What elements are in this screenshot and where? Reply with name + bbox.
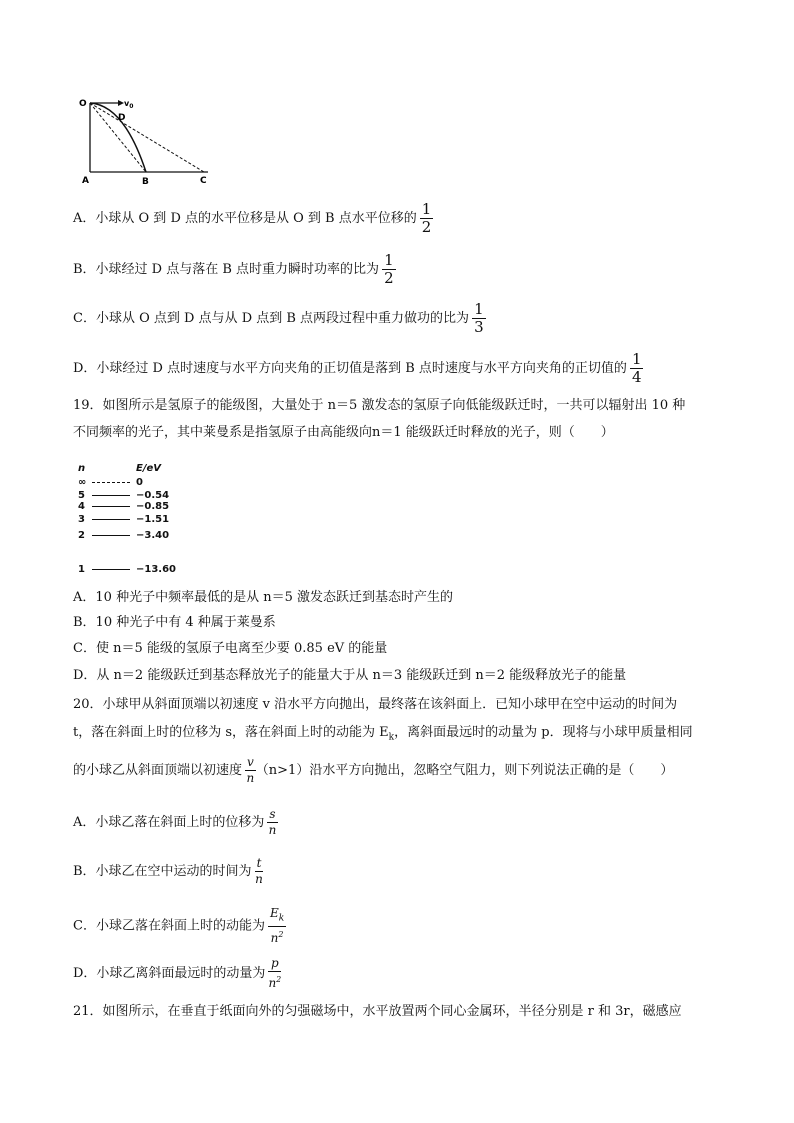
q19-stem-line1: 19．如图所示是氢原子的能级图，大量处于 n＝5 激发态的氢原子向低能级跃迁时，一共可以辐射出 10 种	[73, 398, 686, 413]
q20-option-b: B．小球乙在空中运动的时间为 $\frac{t}{n}$	[73, 856, 263, 886]
q20-stem-line2: t，落在斜面上时的位移为 s，落在斜面上时的动能为 $E_k$，离斜面最远时的动量为 p．现将与小球甲质量相同	[73, 725, 693, 743]
q18-option-b: B．小球经过 D 点与落在 B 点时重力瞬时功率的比为 $\frac{1}{2}$	[73, 251, 394, 287]
label-A: A	[82, 176, 89, 186]
q18-option-c: C．小球从 O 点到 D 点与从 D 点到 B 点两段过程中重力做功的比为 $\frac{1}{3}$	[73, 300, 484, 336]
q20-option-d: D．小球乙离斜面最远时的动量为 $\frac{p}{n^2}$	[73, 956, 282, 990]
q20-option-c: C．小球乙落在斜面上时的动能为 $\frac{E_k}{n^2}$	[73, 906, 285, 946]
q20-option-a: A．小球乙落在斜面上时的位移为 $\frac{s}{n}$	[73, 807, 277, 837]
n-header: n	[78, 463, 86, 474]
label-v0: $v_0$	[124, 99, 134, 110]
energy-header: E/eV	[136, 463, 162, 474]
q18-option-d: D．小球经过 D 点时速度与水平方向夹角的正切值是落到 B 点时速度与水平方向夹角的正切值的 $\frac{1}{4}$	[73, 350, 642, 386]
q19-option-b: B．10 种光子中有 4 种属于莱曼系	[73, 615, 276, 630]
label-D: D	[118, 113, 126, 123]
label-B: B	[142, 177, 149, 187]
label-O: O	[79, 99, 87, 109]
q19-option-d: D．从 n＝2 能级跃迁到基态释放光子的能量大于从 n＝3 能级跃迁到 n＝2 能级释放光子的能量	[73, 668, 627, 683]
q20-stem-line3: 的小球乙从斜面顶端以初速度 $\frac{v}{n}$ （n>1）沿水平方向抛出，忽略空气阻力，则下列说法正确的是（ ）	[73, 755, 674, 785]
q19-option-a: A．10 种光子中频率最低的是从 n＝5 激发态跃迁到基态时产生的	[73, 590, 453, 605]
q18-option-a: A．小球从 O 到 D 点的水平位移是从 O 到 B 点水平位移的 $\frac{1}{2}$	[73, 200, 432, 236]
q21-stem-line1: 21．如图所示，在垂直于纸面向外的匀强磁场中，水平放置两个同心金属环，半径分别是 r 和 3r，磁感应	[73, 1004, 682, 1019]
q20-stem-line1: 20．小球甲从斜面顶端以初速度 v 沿水平方向抛出，最终落在该斜面上．已知小球甲在空中运动的时间为	[73, 697, 678, 712]
q19-option-c: C．使 n＝5 能级的氢原子电离至少要 0.85 eV 的能量	[73, 641, 388, 656]
projectile-figure	[76, 96, 212, 188]
energy-level-diagram: n E/eV ∞ 0 5 −0.54 4 −0.85 3 −1.51 2 −3.40 1 −13.60	[78, 463, 177, 575]
q19-stem-line2: 不同频率的光子，其中莱曼系是指氢原子由高能级向n＝1 能级跃迁时释放的光子，则（ ）	[73, 425, 614, 440]
label-C: C	[200, 176, 207, 186]
